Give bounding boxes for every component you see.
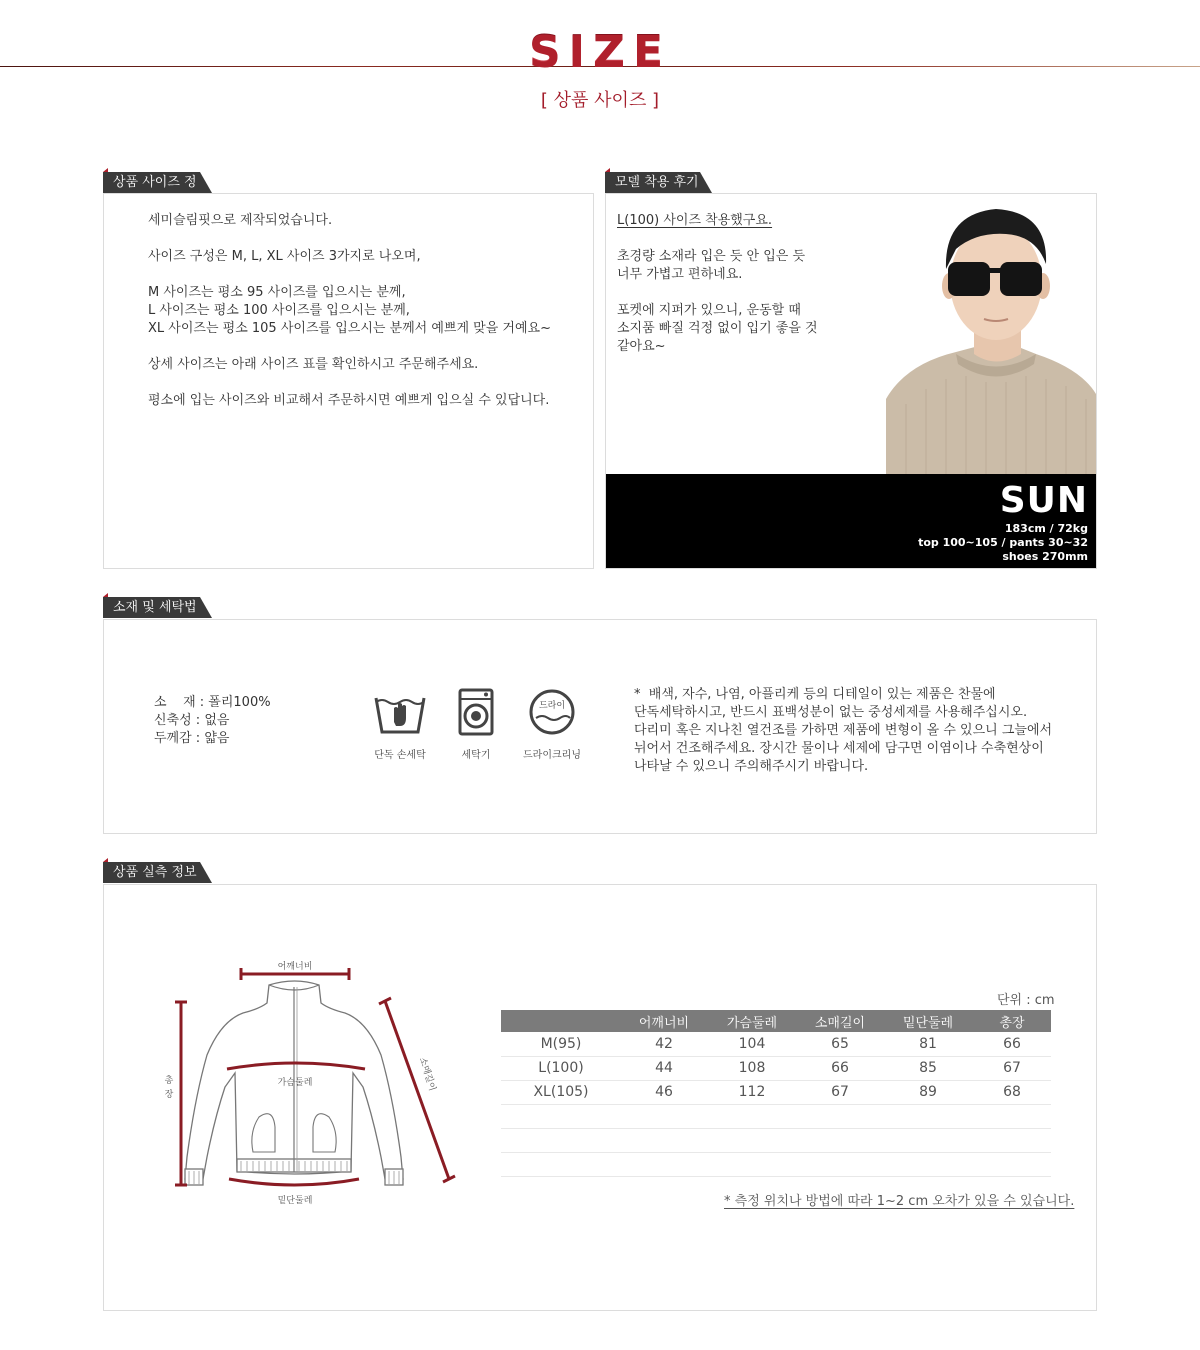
model-review-box [605, 193, 1097, 569]
column-header: 밑단둘레 [883, 1010, 973, 1032]
table-cell: 44 [621, 1056, 707, 1080]
table-cell [797, 1104, 883, 1128]
table-row [501, 1104, 1051, 1128]
table-cell [973, 1104, 1051, 1128]
label-hem: 밑단둘레 [277, 1196, 313, 1206]
table-cell: 85 [883, 1056, 973, 1080]
table-cell [621, 1152, 707, 1176]
dry-clean-icon-text: 드라이 [538, 701, 566, 711]
table-cell [797, 1152, 883, 1176]
table-header-row [501, 1010, 1051, 1032]
page-title: SIZE [528, 26, 672, 77]
care-label: 세탁기 [461, 750, 491, 761]
table-cell: 112 [707, 1080, 797, 1104]
column-header: 총장 [973, 1010, 1051, 1032]
material-box [103, 619, 1097, 834]
model-illustration [886, 194, 1096, 474]
tab-material: 소재 및 세탁법 [103, 597, 200, 618]
care-note: * 배색, 자수, 나염, 아플리케 등의 디테일이 있는 제품은 찬물에 단독세탁하시고, 반드시 표백성분이 없는 중성세제를 사용해주십시오. 다리미 혹은 지나친 열건조를 가하면 제품에 변형이 올 수 있으니 그늘에서 뉘어서 건조해주세요. 장시간 물이나 세제에 담구면 이염이나 수축현상이 나타날 수 있으니 주의해주시기 바랍니다. [634, 687, 1053, 774]
table-row [501, 1152, 1051, 1176]
review-paragraph: 초경량 소재라 입은 듯 안 입은 듯 너무 가볍고 편하네요. [617, 249, 806, 282]
model-name: SUN [999, 480, 1088, 521]
table-cell [973, 1128, 1051, 1152]
page-subtitle: [ 상품 사이즈 ] [540, 90, 660, 111]
label-length-top: 총 [164, 1076, 174, 1086]
review-paragraph: L(100) 사이즈 착용했구요. [617, 213, 773, 228]
unit-label: 단위 : cm [997, 993, 1055, 1008]
table-cell [707, 1128, 797, 1152]
table-cell [621, 1128, 707, 1152]
size-info-paragraph: 세미슬림핏으로 제작되었습니다. [148, 213, 333, 228]
table-cell: 104 [707, 1032, 797, 1056]
table-cell [501, 1128, 621, 1152]
care-washing-machine [446, 688, 506, 761]
table-cell: XL(105) [501, 1080, 621, 1104]
table-cell: 89 [883, 1080, 973, 1104]
size-info-box [103, 193, 594, 569]
care-dry-clean [522, 688, 582, 761]
size-info-text [148, 212, 551, 428]
size-info-paragraph: M 사이즈는 평소 95 사이즈를 입으시는 분께, L 사이즈는 평소 100 사이즈를 입으시는 분께, XL 사이즈는 평소 105 사이즈를 입으시는 분께서 예쁘게 맞을 거예요~ [148, 285, 551, 336]
size-info-paragraph: 사이즈 구성은 M, L, XL 사이즈 3가지로 나오며, [148, 249, 421, 264]
table-cell [707, 1104, 797, 1128]
table-cell [883, 1152, 973, 1176]
size-table [501, 1010, 1051, 1177]
model-review-text [617, 212, 818, 374]
table-cell: 42 [621, 1032, 707, 1056]
table-cell [501, 1104, 621, 1128]
tab-measurements: 상품 실측 정보 [103, 862, 200, 883]
table-cell [883, 1128, 973, 1152]
label-chest: 가슴둘레 [277, 1078, 313, 1088]
table-cell [707, 1152, 797, 1176]
model-spec-line: 183cm / 72kg [1004, 522, 1088, 535]
table-cell: 67 [973, 1056, 1051, 1080]
model-spec-line: shoes 270mm [1002, 550, 1088, 563]
table-cell [883, 1104, 973, 1128]
care-hand-wash [370, 688, 430, 761]
table-cell: 46 [621, 1080, 707, 1104]
table-cell [797, 1128, 883, 1152]
table-cell: 81 [883, 1032, 973, 1056]
column-header: 어깨너비 [621, 1010, 707, 1032]
model-photo [886, 194, 1096, 474]
table-cell: 66 [797, 1056, 883, 1080]
care-label: 단독 손세탁 [374, 750, 426, 761]
table-cell [973, 1152, 1051, 1176]
label-length-bottom: 장 [164, 1090, 174, 1100]
table-row [501, 1128, 1051, 1152]
column-header: 소매길이 [797, 1010, 883, 1032]
table-cell [501, 1152, 621, 1176]
hand-wash-icon [372, 688, 428, 736]
table-cell: 67 [797, 1080, 883, 1104]
table-cell: L(100) [501, 1056, 621, 1080]
care-label: 드라이크리닝 [523, 750, 581, 761]
tab-size-info: 상품 사이즈 정 [103, 172, 200, 193]
table-cell: 65 [797, 1032, 883, 1056]
tab-model-review: 모델 착용 후기 [605, 172, 700, 193]
jacket-diagram [159, 957, 459, 1217]
dry-clean-icon [524, 688, 580, 736]
table-cell: M(95) [501, 1032, 621, 1056]
size-info-paragraph: 상세 사이즈는 아래 사이즈 표를 확인하시고 주문해주세요. [148, 357, 479, 372]
model-specs [918, 522, 1088, 564]
model-spec-line: top 100~105 / pants 30~32 [918, 536, 1088, 549]
table-cell: 108 [707, 1056, 797, 1080]
table-cell: 68 [973, 1080, 1051, 1104]
measurements-box [103, 884, 1097, 1311]
washing-machine-icon [448, 688, 504, 736]
table-row [501, 1080, 1051, 1104]
table-row [501, 1056, 1051, 1080]
size-info-paragraph: 평소에 입는 사이즈와 비교해서 주문하시면 예쁘게 입으실 수 있답니다. [148, 393, 550, 408]
model-info-bar [606, 474, 1096, 568]
table-cell [621, 1104, 707, 1128]
review-paragraph: 포켓에 지퍼가 있으니, 운동할 때 소지품 빠질 걱정 없이 입기 좋을 것 같아요~ [617, 303, 818, 354]
label-shoulder: 어깨너비 [277, 962, 313, 972]
material-specs: 소 재 : 폴리100% 신축성 : 없음 두께감 : 얇음 [154, 695, 271, 746]
measurement-note: * 측정 위치나 방법에 따라 1~2 cm 오차가 있을 수 있습니다. [724, 1194, 1075, 1209]
label-sleeve: 소매길이 [416, 1056, 438, 1093]
table-row [501, 1032, 1051, 1056]
table-cell: 66 [973, 1032, 1051, 1056]
column-header [501, 1010, 621, 1032]
column-header: 가슴둘레 [707, 1010, 797, 1032]
